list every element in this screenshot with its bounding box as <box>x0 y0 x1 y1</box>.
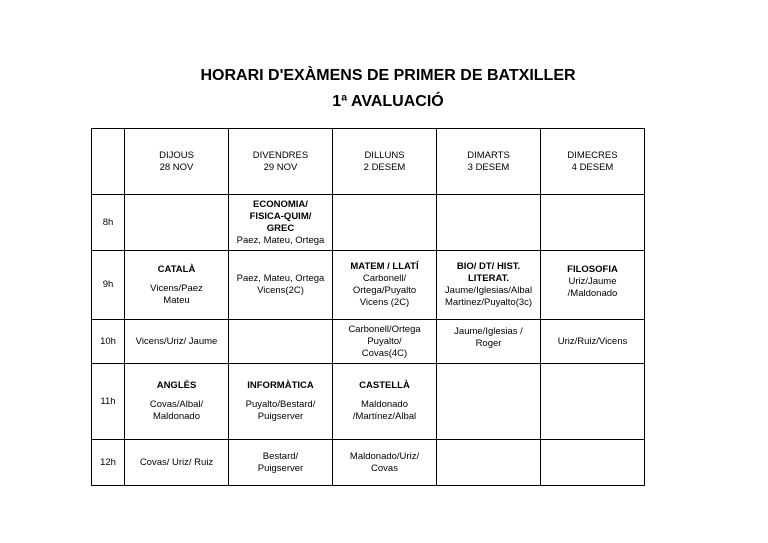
teachers: Ortega/Puyalto <box>352 285 417 296</box>
teachers: Roger <box>475 338 502 349</box>
subject-filosofia: FILOSOFIA <box>567 263 618 275</box>
cell-12h-divendres <box>229 440 333 486</box>
teachers: Uriz/Jaume <box>568 275 617 287</box>
teachers: Vicens(2C) <box>257 285 304 296</box>
teachers: Covas/ Uriz/ Ruiz <box>139 456 214 468</box>
teachers: Covas <box>371 462 398 474</box>
subject-economia: ECONOMIA/ <box>253 198 308 210</box>
cell-9h-divendres <box>229 251 333 320</box>
teachers: Uriz/Ruiz/Vicens <box>557 335 628 347</box>
subject-informatica: INFORMÀTICA <box>247 380 314 391</box>
teachers: Vicens (2C) <box>359 297 410 308</box>
corner-cell <box>92 129 125 195</box>
cell-10h-dimecres <box>541 320 645 364</box>
table-row-9h <box>92 251 645 320</box>
header-dimecres: DIMECRES 4 DESEM <box>541 129 645 195</box>
subject-grec: GREC <box>266 222 295 234</box>
teachers: Vicens/Uriz/ Jaume <box>135 335 218 347</box>
subject-literat: LITERAT. <box>468 273 509 284</box>
subject-fisica-quim: FISICA-QUIM/ <box>249 210 312 222</box>
header-divendres: DIVENDRES 29 NOV <box>229 129 333 195</box>
cell-8h-dimecres <box>541 195 645 251</box>
teachers: Covas(4C) <box>361 347 408 359</box>
document-title: HORARI D'EXÀMENS DE PRIMER DE BATXILLER <box>200 67 576 84</box>
teachers: Mateu <box>163 294 190 306</box>
teachers: Puigserver <box>257 462 304 474</box>
cell-10h-dijous <box>125 320 229 364</box>
subject-catala: CATALÀ <box>157 263 196 275</box>
cell-10h-divendres <box>229 320 333 364</box>
subject-angles: ANGLÈS <box>156 380 197 391</box>
hour-label: 10h <box>92 320 125 364</box>
table-header-row <box>92 129 645 195</box>
cell-8h-dilluns <box>333 195 437 251</box>
teachers: Vicens/Paez <box>150 282 203 294</box>
teachers: Bestard/ <box>262 450 299 462</box>
teachers: Maldonado/Uriz/ <box>349 450 420 462</box>
hour-label: 8h <box>92 195 125 251</box>
teachers: Puyalto/Bestard/ <box>245 399 316 410</box>
teachers: Carbonell/Ortega <box>348 323 421 335</box>
teachers: /Maldonado <box>567 287 618 299</box>
cell-8h-dijous <box>125 195 229 251</box>
cell-9h-dimecres <box>541 251 645 320</box>
exam-schedule-table <box>91 128 645 486</box>
cell-8h-dimarts <box>437 195 541 251</box>
subject-matem-llati: MATEM / LLATÍ <box>350 261 419 272</box>
cell-9h-dilluns <box>333 251 437 320</box>
teachers: Maldonado <box>360 399 408 410</box>
document-subtitle: 1ª AVALUACIÓ <box>332 93 444 110</box>
header-dilluns: DILLUNS 2 DESEM <box>333 129 437 195</box>
hour-label: 12h <box>92 440 125 486</box>
teachers: Puyalto/ <box>367 335 402 347</box>
teachers: Carbonell/ <box>362 273 407 284</box>
hour-label: 11h <box>92 364 125 440</box>
cell-8h-divendres <box>229 195 333 251</box>
table-row-12h <box>92 440 645 486</box>
teachers: Paez, Mateu, Ortega <box>236 234 325 246</box>
teachers: Maldonado <box>152 411 200 422</box>
header-dijous: DIJOUS 28 NOV <box>125 129 229 195</box>
cell-11h-dimarts <box>437 364 541 440</box>
cell-12h-dilluns <box>333 440 437 486</box>
table-row-11h <box>92 364 645 440</box>
cell-11h-dimecres <box>541 364 645 440</box>
teachers: Martinez/Puyalto(3c) <box>444 297 533 308</box>
cell-11h-dijous <box>125 364 229 440</box>
teachers: Covas/Albal/ <box>149 399 204 410</box>
hour-label: 9h <box>92 251 125 320</box>
subject-bio-dt-hist: BIO/ DT/ HIST. <box>456 261 521 272</box>
cell-9h-dijous <box>125 251 229 320</box>
teachers: Jaume/Iglesias/Albal <box>444 285 533 296</box>
table-row-10h <box>92 320 645 364</box>
header-dimarts: DIMARTS 3 DESEM <box>437 129 541 195</box>
cell-9h-dimarts <box>437 251 541 320</box>
cell-11h-dilluns <box>333 364 437 440</box>
cell-12h-dimarts <box>437 440 541 486</box>
cell-10h-dimarts <box>437 320 541 364</box>
teachers: Puigserver <box>257 411 304 422</box>
subject-castella: CASTELLÀ <box>359 380 410 391</box>
teachers: Paez, Mateu, Ortega <box>236 273 325 284</box>
teachers: Jaume/Iglesias / <box>454 326 523 337</box>
cell-10h-dilluns <box>333 320 437 364</box>
cell-12h-dijous <box>125 440 229 486</box>
cell-11h-divendres <box>229 364 333 440</box>
teachers: /Martínez/Albal <box>352 411 417 422</box>
cell-12h-dimecres <box>541 440 645 486</box>
table-row-8h <box>92 195 645 251</box>
